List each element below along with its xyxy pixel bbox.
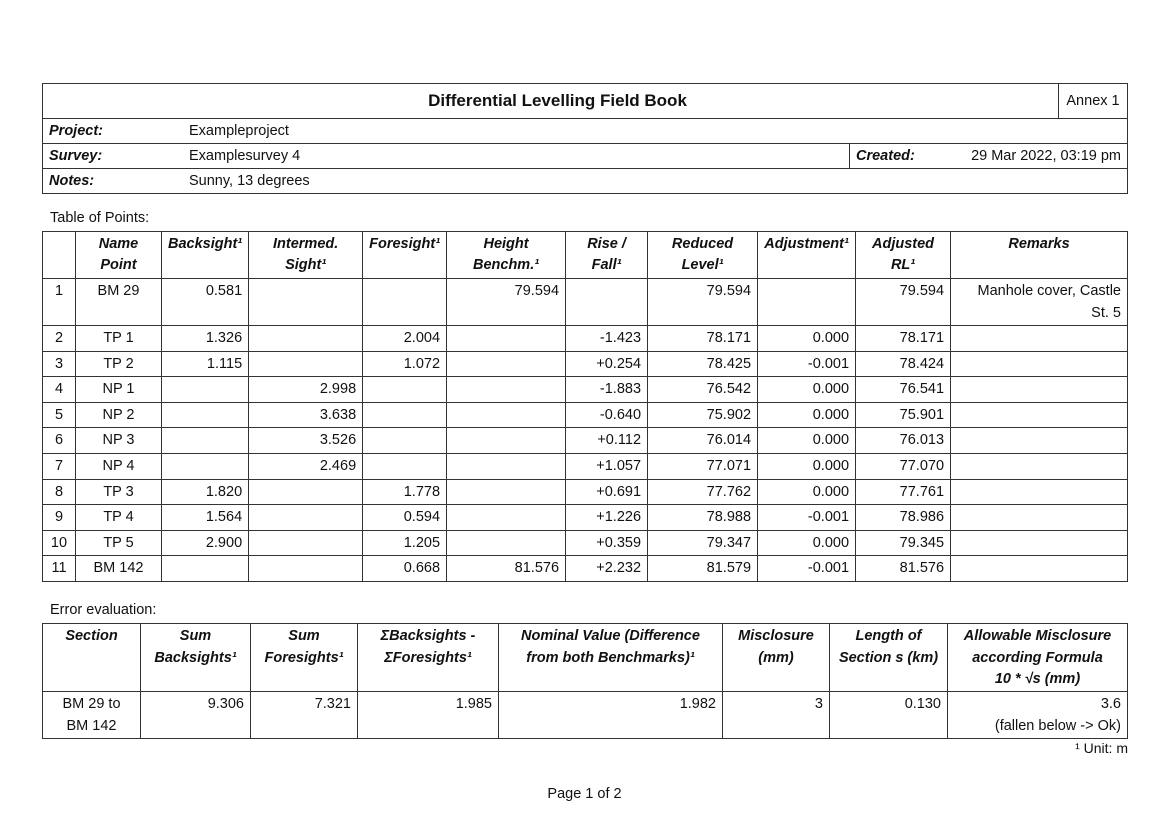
points-cell <box>447 479 566 505</box>
points-cell <box>447 428 566 454</box>
points-cell: 77.761 <box>856 479 951 505</box>
points-cell <box>363 402 447 428</box>
points-cell: +2.232 <box>566 556 648 582</box>
points-header-8: Adjustment¹ <box>758 232 856 279</box>
points-cell: 1.564 <box>162 505 249 531</box>
points-header-3: Intermed. Sight¹ <box>249 232 363 279</box>
points-cell: -0.640 <box>566 402 648 428</box>
points-cell: 81.576 <box>856 556 951 582</box>
points-cell <box>951 428 1128 454</box>
points-cell: 81.579 <box>648 556 758 582</box>
annex-label: Annex 1 <box>1059 84 1128 119</box>
points-cell: 10 <box>43 530 76 556</box>
points-cell: 77.071 <box>648 453 758 479</box>
points-cell: 2.004 <box>363 326 447 352</box>
points-cell <box>951 453 1128 479</box>
points-cell: 2.900 <box>162 530 249 556</box>
error-cell: 7.321 <box>251 691 358 738</box>
points-cell: 81.576 <box>447 556 566 582</box>
points-cell: 75.902 <box>648 402 758 428</box>
error-header-0: Section <box>43 624 141 692</box>
survey-value: Examplesurvey 4 <box>183 144 850 169</box>
points-cell: 78.988 <box>648 505 758 531</box>
error-header-3: ΣBacksights - ΣForesights¹ <box>358 624 499 692</box>
points-header-9: Adjusted RL¹ <box>856 232 951 279</box>
points-cell: NP 3 <box>76 428 162 454</box>
points-cell <box>951 479 1128 505</box>
points-table <box>42 231 1128 582</box>
points-cell <box>363 377 447 403</box>
points-cell: 76.541 <box>856 377 951 403</box>
points-cell: -0.001 <box>758 351 856 377</box>
points-header-6: Rise / Fall¹ <box>566 232 648 279</box>
points-cell: 11 <box>43 556 76 582</box>
points-cell: +1.226 <box>566 505 648 531</box>
points-cell: 0.000 <box>758 530 856 556</box>
points-cell <box>363 279 447 326</box>
points-cell <box>249 556 363 582</box>
points-cell: 79.594 <box>447 279 566 326</box>
points-cell: 0.594 <box>363 505 447 531</box>
points-cell: TP 3 <box>76 479 162 505</box>
table-row <box>43 279 1128 326</box>
points-cell: 0.581 <box>162 279 249 326</box>
points-cell <box>162 402 249 428</box>
points-cell: TP 4 <box>76 505 162 531</box>
points-cell: TP 1 <box>76 326 162 352</box>
points-cell <box>447 377 566 403</box>
points-cell: +1.057 <box>566 453 648 479</box>
points-cell <box>447 402 566 428</box>
points-cell <box>758 279 856 326</box>
table-row <box>43 377 1128 403</box>
points-cell: 79.347 <box>648 530 758 556</box>
points-cell <box>951 326 1128 352</box>
document-title: Differential Levelling Field Book <box>43 84 1059 119</box>
points-cell: 79.345 <box>856 530 951 556</box>
notes-label: Notes: <box>43 169 184 194</box>
points-cell: 3.526 <box>249 428 363 454</box>
points-cell <box>447 530 566 556</box>
error-cell: 0.130 <box>830 691 948 738</box>
points-cell <box>249 351 363 377</box>
error-row <box>43 691 1128 738</box>
error-header-6: Length of Section s (km) <box>830 624 948 692</box>
points-cell <box>951 377 1128 403</box>
points-header-10: Remarks <box>951 232 1128 279</box>
points-cell: -1.423 <box>566 326 648 352</box>
points-cell <box>162 377 249 403</box>
points-cell: 0.000 <box>758 479 856 505</box>
points-cell <box>951 505 1128 531</box>
error-cell: 3.6 (fallen below -> Ok) <box>948 691 1128 738</box>
points-cell: +0.112 <box>566 428 648 454</box>
points-cell: 7 <box>43 453 76 479</box>
points-cell: 78.171 <box>648 326 758 352</box>
points-cell: 76.542 <box>648 377 758 403</box>
points-cell <box>249 479 363 505</box>
points-cell <box>363 453 447 479</box>
points-header-7: Reduced Level¹ <box>648 232 758 279</box>
project-value: Exampleproject <box>183 119 1128 144</box>
points-cell: NP 4 <box>76 453 162 479</box>
points-cell <box>162 453 249 479</box>
points-cell <box>951 402 1128 428</box>
points-cell: 78.424 <box>856 351 951 377</box>
table-row <box>43 351 1128 377</box>
points-cell: -1.883 <box>566 377 648 403</box>
points-cell: 76.013 <box>856 428 951 454</box>
points-cell: 79.594 <box>648 279 758 326</box>
points-cell: 77.070 <box>856 453 951 479</box>
points-cell: 2.469 <box>249 453 363 479</box>
error-cell: 1.982 <box>499 691 723 738</box>
error-header-1: Sum Backsights¹ <box>141 624 251 692</box>
survey-label: Survey: <box>43 144 184 169</box>
points-cell: -0.001 <box>758 556 856 582</box>
points-cell: 78.171 <box>856 326 951 352</box>
error-cell: 3 <box>723 691 830 738</box>
points-cell: 3.638 <box>249 402 363 428</box>
header-table <box>42 83 1128 194</box>
points-cell: 2.998 <box>249 377 363 403</box>
table-row <box>43 530 1128 556</box>
points-cell: 4 <box>43 377 76 403</box>
points-header-5: Height Benchm.¹ <box>447 232 566 279</box>
points-cell <box>249 326 363 352</box>
points-cell: +0.691 <box>566 479 648 505</box>
points-cell: NP 1 <box>76 377 162 403</box>
table-row <box>43 428 1128 454</box>
points-cell: 6 <box>43 428 76 454</box>
project-label: Project: <box>43 119 184 144</box>
created-label: Created: <box>850 144 951 169</box>
points-cell <box>249 530 363 556</box>
points-cell <box>447 453 566 479</box>
points-header-4: Foresight¹ <box>363 232 447 279</box>
points-cell: 1 <box>43 279 76 326</box>
points-cell: 75.901 <box>856 402 951 428</box>
points-cell <box>447 351 566 377</box>
points-cell <box>249 505 363 531</box>
points-cell: 1.820 <box>162 479 249 505</box>
error-header-4: Nominal Value (Difference from both Benchmarks)¹ <box>499 624 723 692</box>
points-cell: Manhole cover, Castle St. 5 <box>951 279 1128 326</box>
points-cell: 0.000 <box>758 326 856 352</box>
error-caption: Error evaluation: <box>50 602 157 618</box>
notes-value: Sunny, 13 degrees <box>183 169 1128 194</box>
table-row <box>43 556 1128 582</box>
points-cell <box>363 428 447 454</box>
points-cell <box>162 556 249 582</box>
points-cell: 0.000 <box>758 402 856 428</box>
error-cell: BM 29 to BM 142 <box>43 691 141 738</box>
table-row <box>43 402 1128 428</box>
points-cell: +0.254 <box>566 351 648 377</box>
error-table <box>42 623 1128 739</box>
points-cell: 78.425 <box>648 351 758 377</box>
points-cell: 1.326 <box>162 326 249 352</box>
points-header-0 <box>43 232 76 279</box>
points-cell: 1.115 <box>162 351 249 377</box>
points-cell: 0.000 <box>758 428 856 454</box>
points-cell <box>162 428 249 454</box>
points-cell <box>951 530 1128 556</box>
points-cell: 9 <box>43 505 76 531</box>
points-cell: 76.014 <box>648 428 758 454</box>
points-cell: 2 <box>43 326 76 352</box>
points-cell: 3 <box>43 351 76 377</box>
points-cell: 8 <box>43 479 76 505</box>
points-cell: TP 2 <box>76 351 162 377</box>
table-row <box>43 505 1128 531</box>
error-cell: 1.985 <box>358 691 499 738</box>
points-header-2: Backsight¹ <box>162 232 249 279</box>
points-cell <box>447 505 566 531</box>
points-cell: BM 29 <box>76 279 162 326</box>
error-header-5: Misclosure (mm) <box>723 624 830 692</box>
error-header-2: Sum Foresights¹ <box>251 624 358 692</box>
points-cell: 0.000 <box>758 377 856 403</box>
points-cell <box>951 351 1128 377</box>
points-cell: TP 5 <box>76 530 162 556</box>
points-cell: +0.359 <box>566 530 648 556</box>
points-cell: 78.986 <box>856 505 951 531</box>
points-cell <box>249 279 363 326</box>
points-cell <box>447 326 566 352</box>
points-cell: 1.778 <box>363 479 447 505</box>
points-header-1: Name Point <box>76 232 162 279</box>
page-number: Page 1 of 2 <box>547 786 622 802</box>
points-cell: -0.001 <box>758 505 856 531</box>
points-cell: BM 142 <box>76 556 162 582</box>
created-value: 29 Mar 2022, 03:19 pm <box>950 144 1128 169</box>
points-cell: 5 <box>43 402 76 428</box>
points-cell: 79.594 <box>856 279 951 326</box>
table-row <box>43 326 1128 352</box>
points-cell: 0.668 <box>363 556 447 582</box>
table-row <box>43 479 1128 505</box>
points-cell: NP 2 <box>76 402 162 428</box>
unit-footnote: ¹ Unit: m <box>1075 740 1128 756</box>
points-cell: 77.762 <box>648 479 758 505</box>
points-cell: 0.000 <box>758 453 856 479</box>
points-cell <box>951 556 1128 582</box>
error-cell: 9.306 <box>141 691 251 738</box>
points-cell: 1.205 <box>363 530 447 556</box>
error-header-7: Allowable Misclosure according Formula 10 * √s (mm) <box>948 624 1128 692</box>
table-row <box>43 453 1128 479</box>
points-cell <box>566 279 648 326</box>
points-caption: Table of Points: <box>50 210 150 226</box>
points-cell: 1.072 <box>363 351 447 377</box>
